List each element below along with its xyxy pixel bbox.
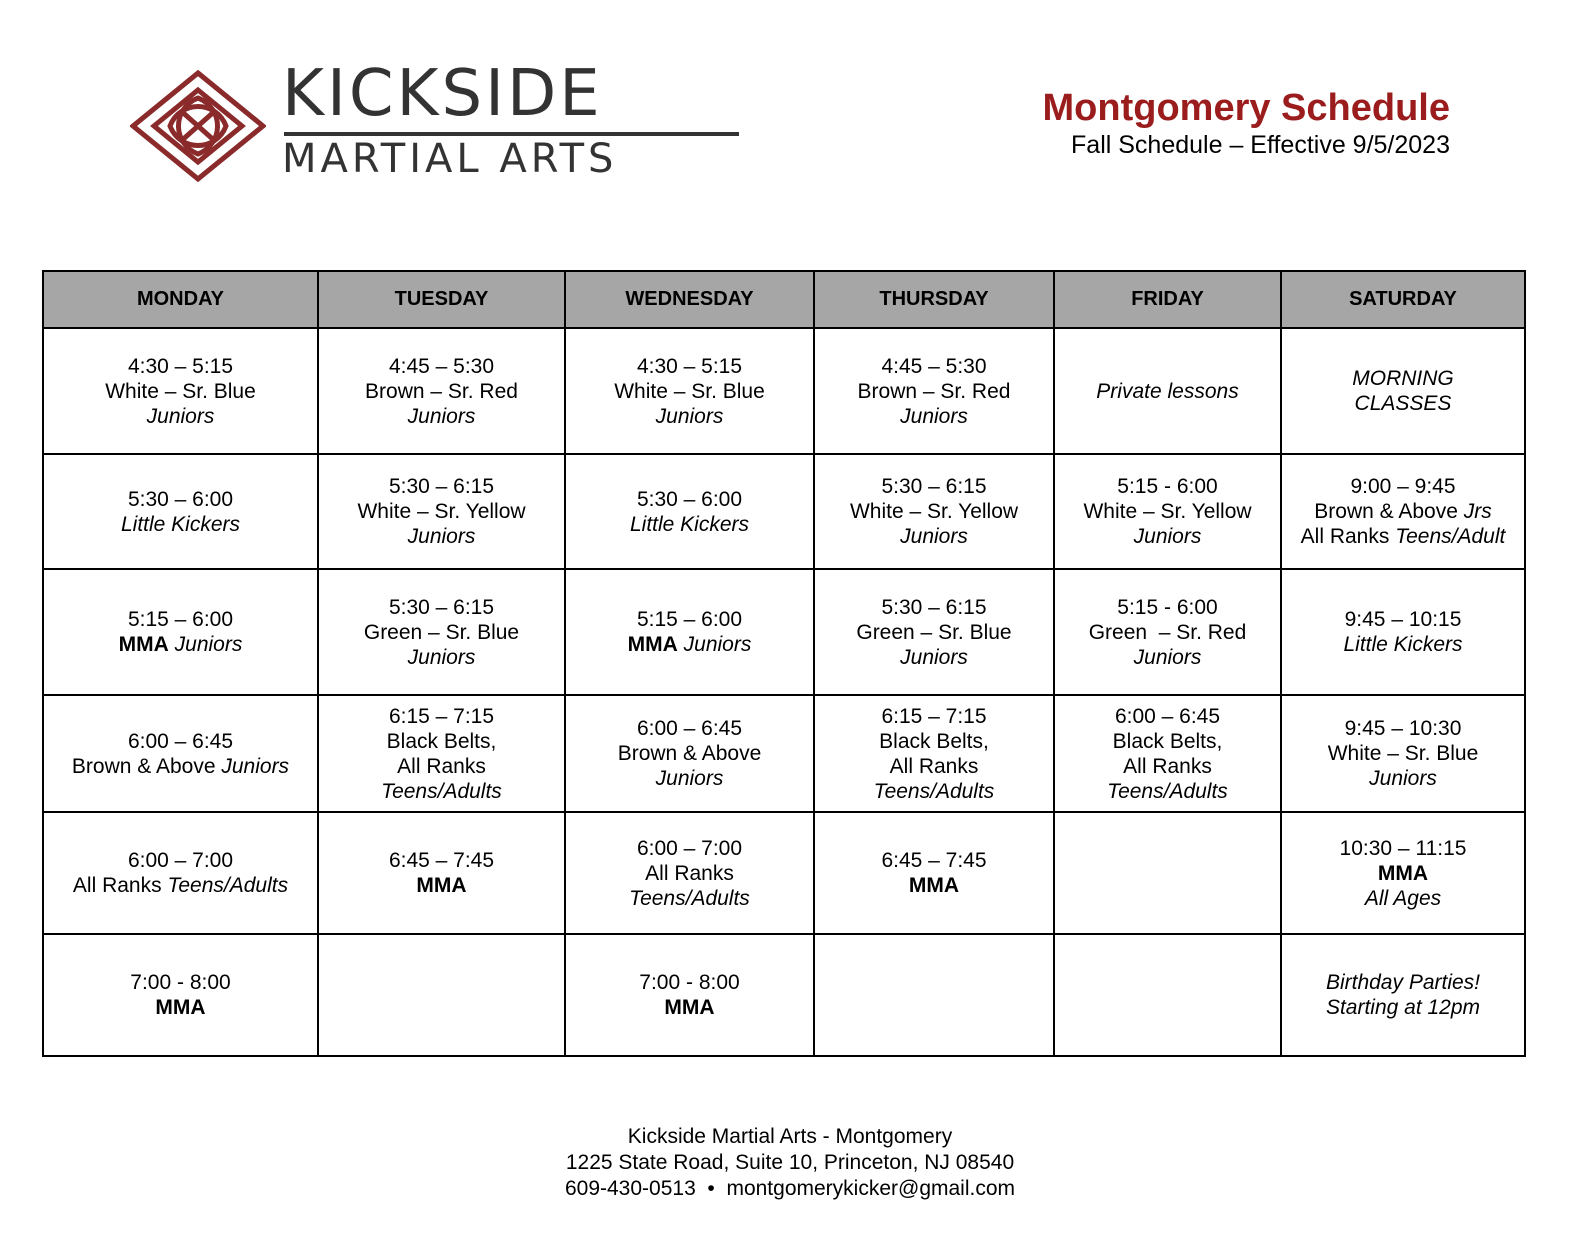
class-cell xyxy=(565,569,814,695)
class-cell xyxy=(43,454,318,569)
class-group: Juniors xyxy=(900,404,968,428)
class-rank: All Ranks xyxy=(1300,525,1390,548)
class-time: 9:45 – 10:15 xyxy=(1344,608,1462,631)
class-time: 6:00 – 6:45 xyxy=(636,717,743,740)
class-cell xyxy=(565,695,814,812)
class-cell xyxy=(1054,328,1281,454)
class-rank-line xyxy=(1286,524,1520,549)
class-cell xyxy=(814,812,1054,934)
class-cell-empty xyxy=(1054,812,1281,934)
class-rank: Brown – Sr. Red xyxy=(365,379,518,403)
page-title: Montgomery Schedule xyxy=(1042,87,1450,129)
class-rank-line xyxy=(48,754,313,779)
class-rank: Green – Sr. Red xyxy=(1088,620,1247,644)
class-group: Juniors xyxy=(146,404,215,428)
class-time: 6:00 – 6:45 xyxy=(1114,704,1221,728)
table-row xyxy=(43,454,1525,569)
class-rank: White – Sr. Yellow xyxy=(849,500,1019,523)
class-cell xyxy=(565,934,814,1056)
class-group: Teens/Adults xyxy=(1107,779,1228,803)
class-rank-line xyxy=(1286,499,1520,524)
page-subtitle: Fall Schedule – Effective 9/5/2023 xyxy=(1071,131,1450,159)
class-type: MMA xyxy=(1377,861,1429,885)
class-type: MMA xyxy=(664,996,715,1019)
footer-contact-line xyxy=(0,1176,1580,1202)
class-time: 5:15 - 6:00 xyxy=(1117,475,1218,498)
logo-wordmark-top: KICKSIDE xyxy=(282,57,603,131)
class-time: 5:30 – 6:15 xyxy=(881,595,987,619)
footer-separator: • xyxy=(707,1177,715,1200)
class-group: Juniors xyxy=(900,525,968,548)
class-rank: White – Sr. Yellow xyxy=(1083,500,1252,523)
day-header-wednesday: WEDNESDAY xyxy=(565,271,814,328)
class-time: 5:30 – 6:00 xyxy=(127,487,234,511)
class-cell xyxy=(43,695,318,812)
class-group: Juniors xyxy=(407,645,476,669)
class-cell xyxy=(1281,569,1525,695)
class-cell-empty xyxy=(814,934,1054,1056)
class-rank: Brown – Sr. Red xyxy=(857,379,1011,403)
class-type: MMA xyxy=(627,633,678,656)
class-cell xyxy=(814,454,1054,569)
class-time: 5:30 – 6:15 xyxy=(388,475,495,498)
class-rank: Brown & Above xyxy=(617,742,762,765)
day-header-friday: FRIDAY xyxy=(1054,271,1281,328)
footer-email: montgomerykicker@gmail.com xyxy=(726,1177,1016,1200)
class-cell-empty xyxy=(1054,934,1281,1056)
title-block xyxy=(1043,86,1451,160)
class-group: Juniors xyxy=(407,404,476,428)
class-time: 5:30 – 6:15 xyxy=(881,475,987,498)
class-time: 6:15 – 7:15 xyxy=(881,704,987,728)
class-group: Juniors xyxy=(1133,525,1202,548)
class-note: Starting at 12pm xyxy=(1325,996,1481,1019)
class-cell xyxy=(43,328,318,454)
logo xyxy=(130,57,750,186)
class-group: Teens/Adults xyxy=(629,886,750,910)
class-time: 5:30 – 6:15 xyxy=(388,595,495,619)
class-time: 6:00 – 6:45 xyxy=(127,729,234,753)
class-cell xyxy=(1054,569,1281,695)
class-group: Juniors xyxy=(1133,645,1202,669)
class-time: 5:30 – 6:00 xyxy=(636,487,743,511)
class-rank-line xyxy=(48,632,313,657)
class-group: Juniors xyxy=(407,525,476,548)
class-time: 5:15 – 6:00 xyxy=(127,608,234,631)
class-note: MORNING xyxy=(1352,367,1454,390)
class-time: 10:30 – 11:15 xyxy=(1339,836,1467,860)
footer-contact xyxy=(0,1124,1580,1202)
class-group: All Ages xyxy=(1364,886,1442,910)
class-time: 6:15 – 7:15 xyxy=(388,704,495,728)
class-group: Teens/Adult xyxy=(1395,525,1506,548)
class-group: Teens/Adults xyxy=(167,874,289,897)
class-time: 5:15 – 6:00 xyxy=(636,608,743,631)
day-header-tuesday: TUESDAY xyxy=(318,271,565,328)
class-type: MMA xyxy=(908,874,960,897)
class-group: Teens/Adults xyxy=(381,779,502,803)
footer-phone: 609-430-0513 xyxy=(564,1177,696,1200)
day-header-thursday: THURSDAY xyxy=(814,271,1054,328)
class-cell xyxy=(43,812,318,934)
class-rank: Green – Sr. Blue xyxy=(856,620,1012,644)
day-header-monday: MONDAY xyxy=(43,271,318,328)
class-cell xyxy=(565,454,814,569)
class-cell xyxy=(318,695,565,812)
class-cell xyxy=(1054,454,1281,569)
class-note: CLASSES xyxy=(1354,392,1452,415)
class-note: Birthday Parties! xyxy=(1325,971,1481,994)
class-cell xyxy=(814,569,1054,695)
class-type: MMA xyxy=(416,874,467,897)
class-time: 5:15 - 6:00 xyxy=(1117,595,1218,619)
class-cell xyxy=(1281,812,1525,934)
class-group: Little Kickers xyxy=(1343,633,1463,656)
class-group: Teens/Adults xyxy=(873,779,995,803)
class-cell xyxy=(565,812,814,934)
class-time: 9:45 – 10:30 xyxy=(1344,717,1462,740)
class-rank: Black Belts, xyxy=(386,729,497,753)
class-time: 6:00 – 7:00 xyxy=(127,849,234,872)
class-cell xyxy=(318,812,565,934)
class-group: Juniors xyxy=(221,754,290,778)
class-note: Private lessons xyxy=(1096,379,1239,403)
class-time: 6:45 – 7:45 xyxy=(881,849,987,872)
table-row xyxy=(43,812,1525,934)
class-cell xyxy=(1281,328,1525,454)
class-cell xyxy=(318,328,565,454)
class-rank-line xyxy=(48,873,313,898)
class-cell xyxy=(43,569,318,695)
class-rank: Brown & Above xyxy=(1314,500,1458,523)
class-group: Juniors xyxy=(655,404,724,428)
class-rank: All Ranks xyxy=(397,754,486,778)
schedule-table xyxy=(42,270,1526,1057)
class-group: Juniors xyxy=(900,645,968,669)
class-rank: Green – Sr. Blue xyxy=(363,620,520,644)
class-group: Juniors xyxy=(683,633,752,656)
class-type: MMA xyxy=(118,633,169,656)
class-cell xyxy=(814,328,1054,454)
class-cell xyxy=(318,569,565,695)
class-time: 4:45 – 5:30 xyxy=(388,354,495,378)
class-rank: All Ranks xyxy=(645,861,734,885)
class-rank: White – Sr. Blue xyxy=(614,379,765,403)
table-row xyxy=(43,695,1525,812)
header-row xyxy=(43,271,1525,328)
logo-wordmark-bottom: MARTIAL ARTS xyxy=(282,136,618,182)
class-cell-empty xyxy=(318,934,565,1056)
table-row xyxy=(43,569,1525,695)
class-group: Juniors xyxy=(174,633,243,656)
class-time: 9:00 – 9:45 xyxy=(1350,475,1456,498)
class-group: Juniors xyxy=(1369,767,1437,790)
class-rank: Brown & Above xyxy=(71,754,216,778)
class-group: Jrs xyxy=(1463,500,1492,523)
class-group: Little Kickers xyxy=(629,512,750,536)
class-time: 7:00 - 8:00 xyxy=(639,971,740,994)
class-cell xyxy=(1281,934,1525,1056)
class-cell xyxy=(1281,695,1525,812)
class-rank: All Ranks xyxy=(1123,754,1212,778)
class-group: Juniors xyxy=(655,767,724,790)
class-type: MMA xyxy=(155,996,206,1019)
class-cell xyxy=(43,934,318,1056)
class-rank-line xyxy=(570,632,809,657)
knot-emblem-icon xyxy=(130,70,266,182)
class-time: 6:00 – 7:00 xyxy=(636,836,743,860)
class-time: 6:45 – 7:45 xyxy=(388,849,495,872)
class-rank: White – Sr. Yellow xyxy=(357,500,526,523)
class-rank: Black Belts, xyxy=(879,729,989,753)
class-cell xyxy=(814,695,1054,812)
class-rank: White – Sr. Blue xyxy=(105,379,256,403)
class-time: 7:00 - 8:00 xyxy=(130,971,231,994)
class-rank: All Ranks xyxy=(72,874,162,897)
class-rank: All Ranks xyxy=(889,754,979,778)
class-cell xyxy=(1054,695,1281,812)
class-rank: Black Belts, xyxy=(1112,729,1223,753)
footer-address: 1225 State Road, Suite 10, Princeton, NJ 08540 xyxy=(565,1151,1015,1174)
table-row xyxy=(43,328,1525,454)
class-cell xyxy=(318,454,565,569)
table-row xyxy=(43,934,1525,1056)
class-time: 4:30 – 5:15 xyxy=(127,354,234,378)
footer-name: Kickside Martial Arts - Montgomery xyxy=(627,1125,953,1148)
class-time: 4:45 – 5:30 xyxy=(881,354,987,378)
class-group: Little Kickers xyxy=(120,512,241,536)
class-cell xyxy=(1281,454,1525,569)
day-header-saturday: SATURDAY xyxy=(1281,271,1525,328)
class-time: 4:30 – 5:15 xyxy=(636,354,743,378)
class-rank: White – Sr. Blue xyxy=(1327,742,1479,765)
class-cell xyxy=(565,328,814,454)
